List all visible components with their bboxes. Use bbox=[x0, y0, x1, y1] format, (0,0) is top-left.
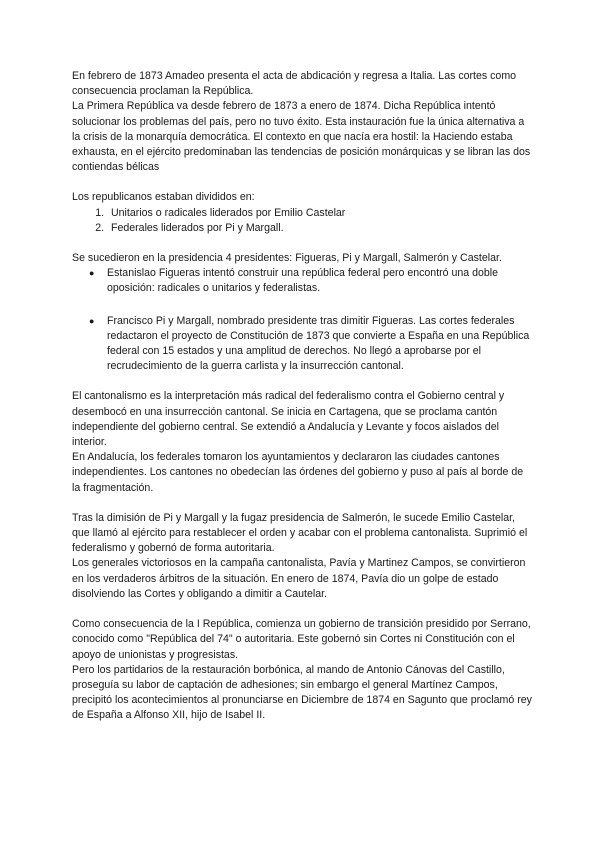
paragraph-pavia-coup: Los generales victoriosos en la campaña cantonalista, Pavía y Martinez Campos, se convirtieron en los verdaderos árbitros de la situación. En enero de 1874, Pavía dio un golpe de estado disolviendo las Cortes y obligando a dimitir a Cautelar. bbox=[72, 557, 526, 600]
spacer bbox=[72, 236, 534, 251]
numbered-list bbox=[72, 206, 534, 236]
bullet-icon: ● bbox=[89, 315, 95, 326]
list-item bbox=[89, 266, 534, 296]
paragraph-first-republic: La Primera República va desde febrero de 1873 a enero de 1874. Dicha República intentó solucionar los problemas del país, pero no tuvo éxito. Esta instauración fue la única alternativa a la crisis de la monarquía democrática. El contexto en que nacía era hostil: la Haciendo estaba exhausta, en el ejército predominaban las tendencias de posición monárquicas y se libran las dos contiendas bélicas bbox=[72, 100, 531, 174]
bullet-icon: ● bbox=[89, 268, 95, 279]
paragraph-restoration: Pero los partidarios de la restauración borbónica, al mando de Antonio Cánovas del Castillo, proseguía su labor de captación de adhesiones; sin embargo el general Martínez Campos, precipitó los acontecimientos al pronunciarse en Diciembre de 1874 en Sagunto que proclamó rey de España a Alfonso XII, hijo de Isabel II. bbox=[72, 663, 532, 722]
paragraph-andalucia: En Andalucía, los federales tomaron los ayuntamientos y declararon las ciudades cantones independientes. Los cantones no obedecían las órdenes del gobierno y puso al país al borde de la fragmentación. bbox=[72, 451, 524, 494]
paragraph-castelar: Tras la dimisión de Pi y Margall y la fugaz presidencia de Salmerón, le sucede Emilio Castelar, que llamó al ejército para restablecer el orden y acabar con el problema cantonalista. Suprimió el federalismo y gobernó de forma autoritaria. bbox=[72, 511, 528, 555]
paragraph-serrano: Como consecuencia de la I República, comienza un gobierno de transición presidido por Serrano, conocido como "República del 74" o autoritaria. Este gobernó sin Cortes ni Constitución con el apoyo de unionistas y progresistas. bbox=[72, 618, 531, 661]
paragraph-cantonalism: El cantonalismo es la interpretación más radical del federalismo contra el Gobierno central y desembocó en una insurrección cantonal. Se inicia en Cartagena, que se proclama cantón independiente del gobierno central. Se extendió a Andalucía y Levante y focos aislados del interior. bbox=[72, 390, 505, 449]
spacer bbox=[72, 374, 534, 389]
bullet-list bbox=[72, 266, 534, 374]
paragraph-amadeo-abdication: En febrero de 1873 Amadeo presenta el acta de abdicación y regresa a Italia. Las cortes como consecuencia proclaman la República. bbox=[72, 70, 517, 98]
document-body bbox=[72, 69, 534, 724]
spacer bbox=[107, 297, 534, 314]
list-item-text: Estanislao Figueras intentó construir una república federal pero encontró una doble oposición: radicales o unitarios y federalistas. bbox=[107, 267, 499, 295]
spacer bbox=[72, 496, 534, 511]
list-item bbox=[89, 314, 534, 375]
list-item-text: Francisco Pi y Margall, nombrado presidente tras dimitir Figueras. Las cortes federales redactaron el proyecto de Constitución de 1873 que convierte a España en una República federal con 15 estados y una amplitud de derechos. No llegó a aprobarse por el recrudecimiento de la guerra carlista y la insurrección cantonal. bbox=[107, 314, 530, 373]
spacer bbox=[72, 602, 534, 617]
paragraph-presidents: Se sucedieron en la presidencia 4 presidentes: Figueras, Pi y Margall, Salmerón y Castelar. bbox=[72, 252, 502, 265]
list-item: 2. Federales liderados por Pi y Margall. bbox=[107, 221, 534, 236]
paragraph-republicans-divided: Los republicanos estaban divididos en: bbox=[72, 191, 255, 204]
list-item: 1. Unitarios o radicales liderados por Emilio Castelar bbox=[107, 206, 534, 221]
spacer bbox=[72, 175, 534, 190]
